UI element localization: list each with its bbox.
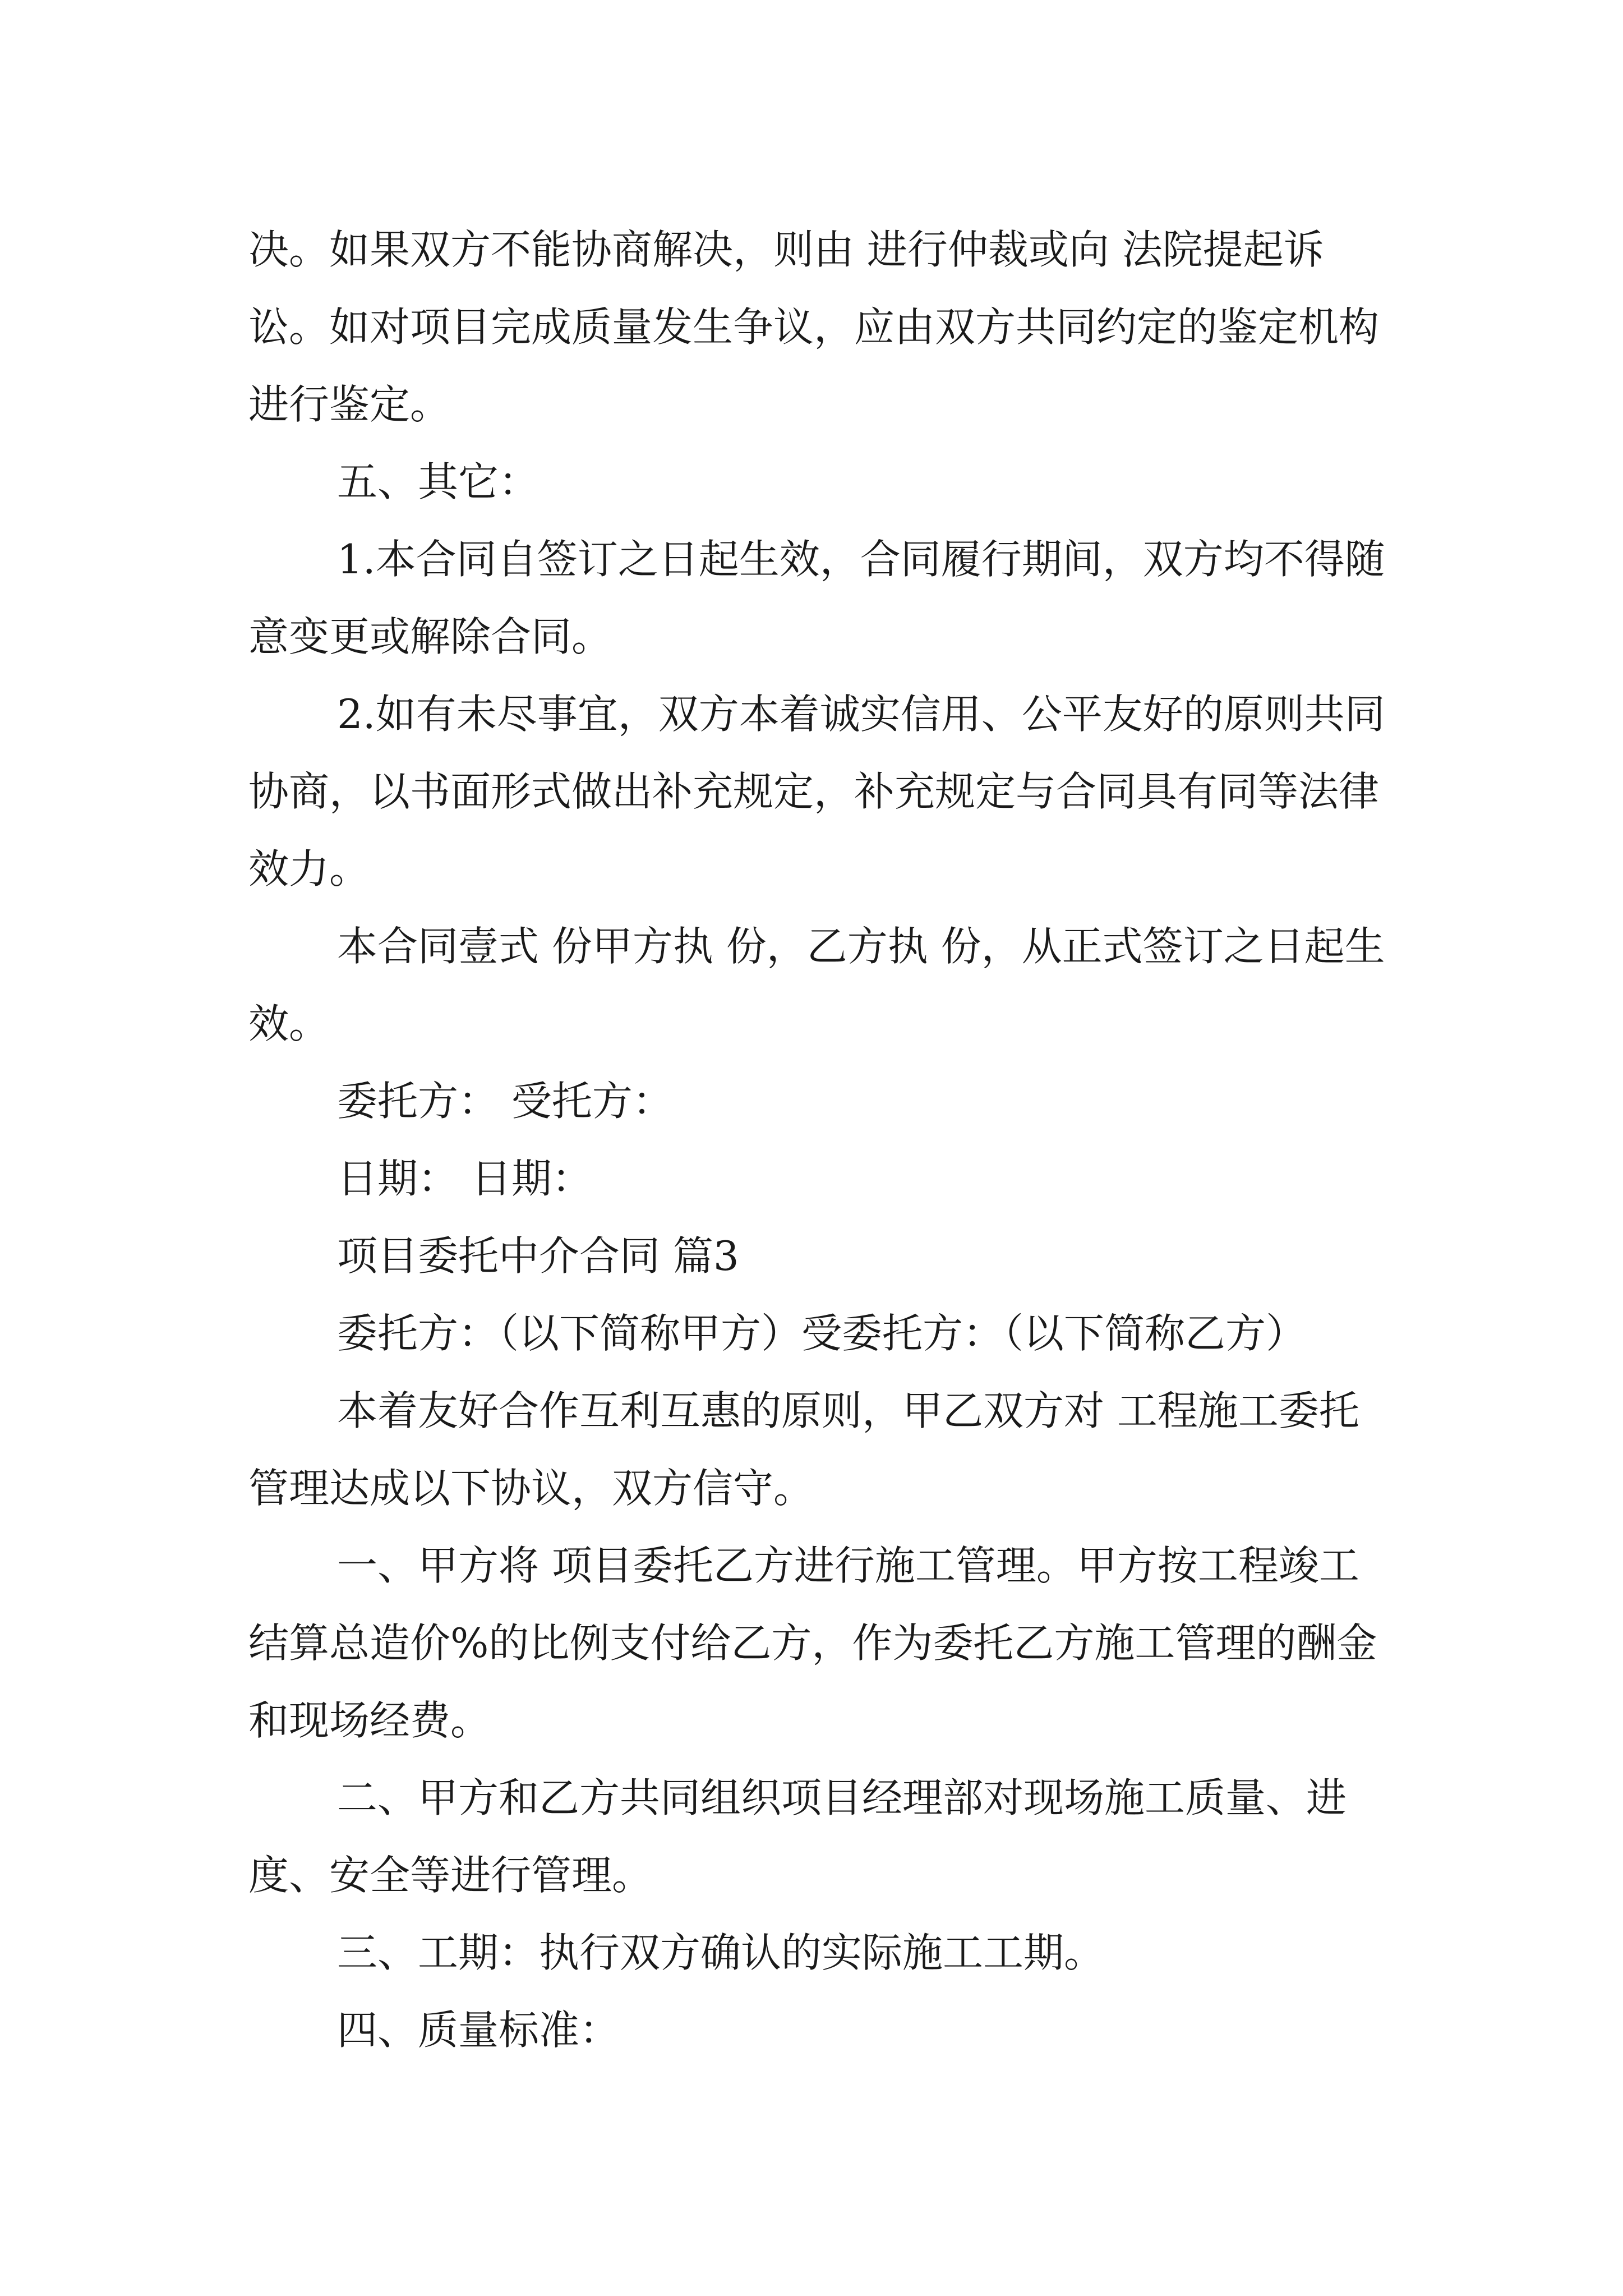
signature-dates: 日期： 日期： xyxy=(337,1155,592,1202)
paragraph-parties: 委托方：（以下简称甲方）受委托方：（以下简称乙方） xyxy=(337,1310,1307,1357)
paragraph-article-1: 一、甲方将 项目委托乙方进行施工管理。甲方按工程竣工结算总造价%的比例支付给乙方，作为委托乙方施工管理的酬金和现场经费。 xyxy=(248,1542,1377,1744)
paragraph-article-4: 四、质量标准： xyxy=(337,2007,620,2054)
paragraph-copies: 本合同壹式 份甲方执 份，乙方执 份，从正式签订之日起生效。 xyxy=(248,923,1385,1047)
signature-parties: 委托方： 受托方： xyxy=(337,1078,673,1125)
paragraph-article-3: 三、工期：执行双方确认的实际施工工期。 xyxy=(337,1929,1105,1976)
paragraph-clause-1: 1.本合同自签订之日起生效，合同履行期间，双方均不得随意变更或解除合同。 xyxy=(248,536,1385,660)
paragraph-article-2: 二、甲方和乙方共同组织项目经理部对现场施工质量、进度、安全等进行管理。 xyxy=(248,1774,1347,1899)
paragraph-clause-2: 2.如有未尽事宜，双方本着诚实信用、公平友好的原则共同协商，以书面形式做出补充规定，补充规定与合同具有同等法律效力。 xyxy=(248,691,1385,892)
section-heading-other: 五、其它： xyxy=(337,458,540,505)
paragraph-preamble: 本着友好合作互利互惠的原则，甲乙双方对 工程施工委托管理达成以下协议，双方信守。 xyxy=(248,1387,1359,1512)
document-body xyxy=(248,211,1393,2069)
paragraph-dispute-resolution: 决。如果双方不能协商解决，则由 进行仲裁或向 法院提起诉讼。如对项目完成质量发生争议，应由双方共同约定的鉴定机构进行鉴定。 xyxy=(248,226,1380,428)
contract-title: 项目委托中介合同 篇3 xyxy=(337,1232,739,1280)
